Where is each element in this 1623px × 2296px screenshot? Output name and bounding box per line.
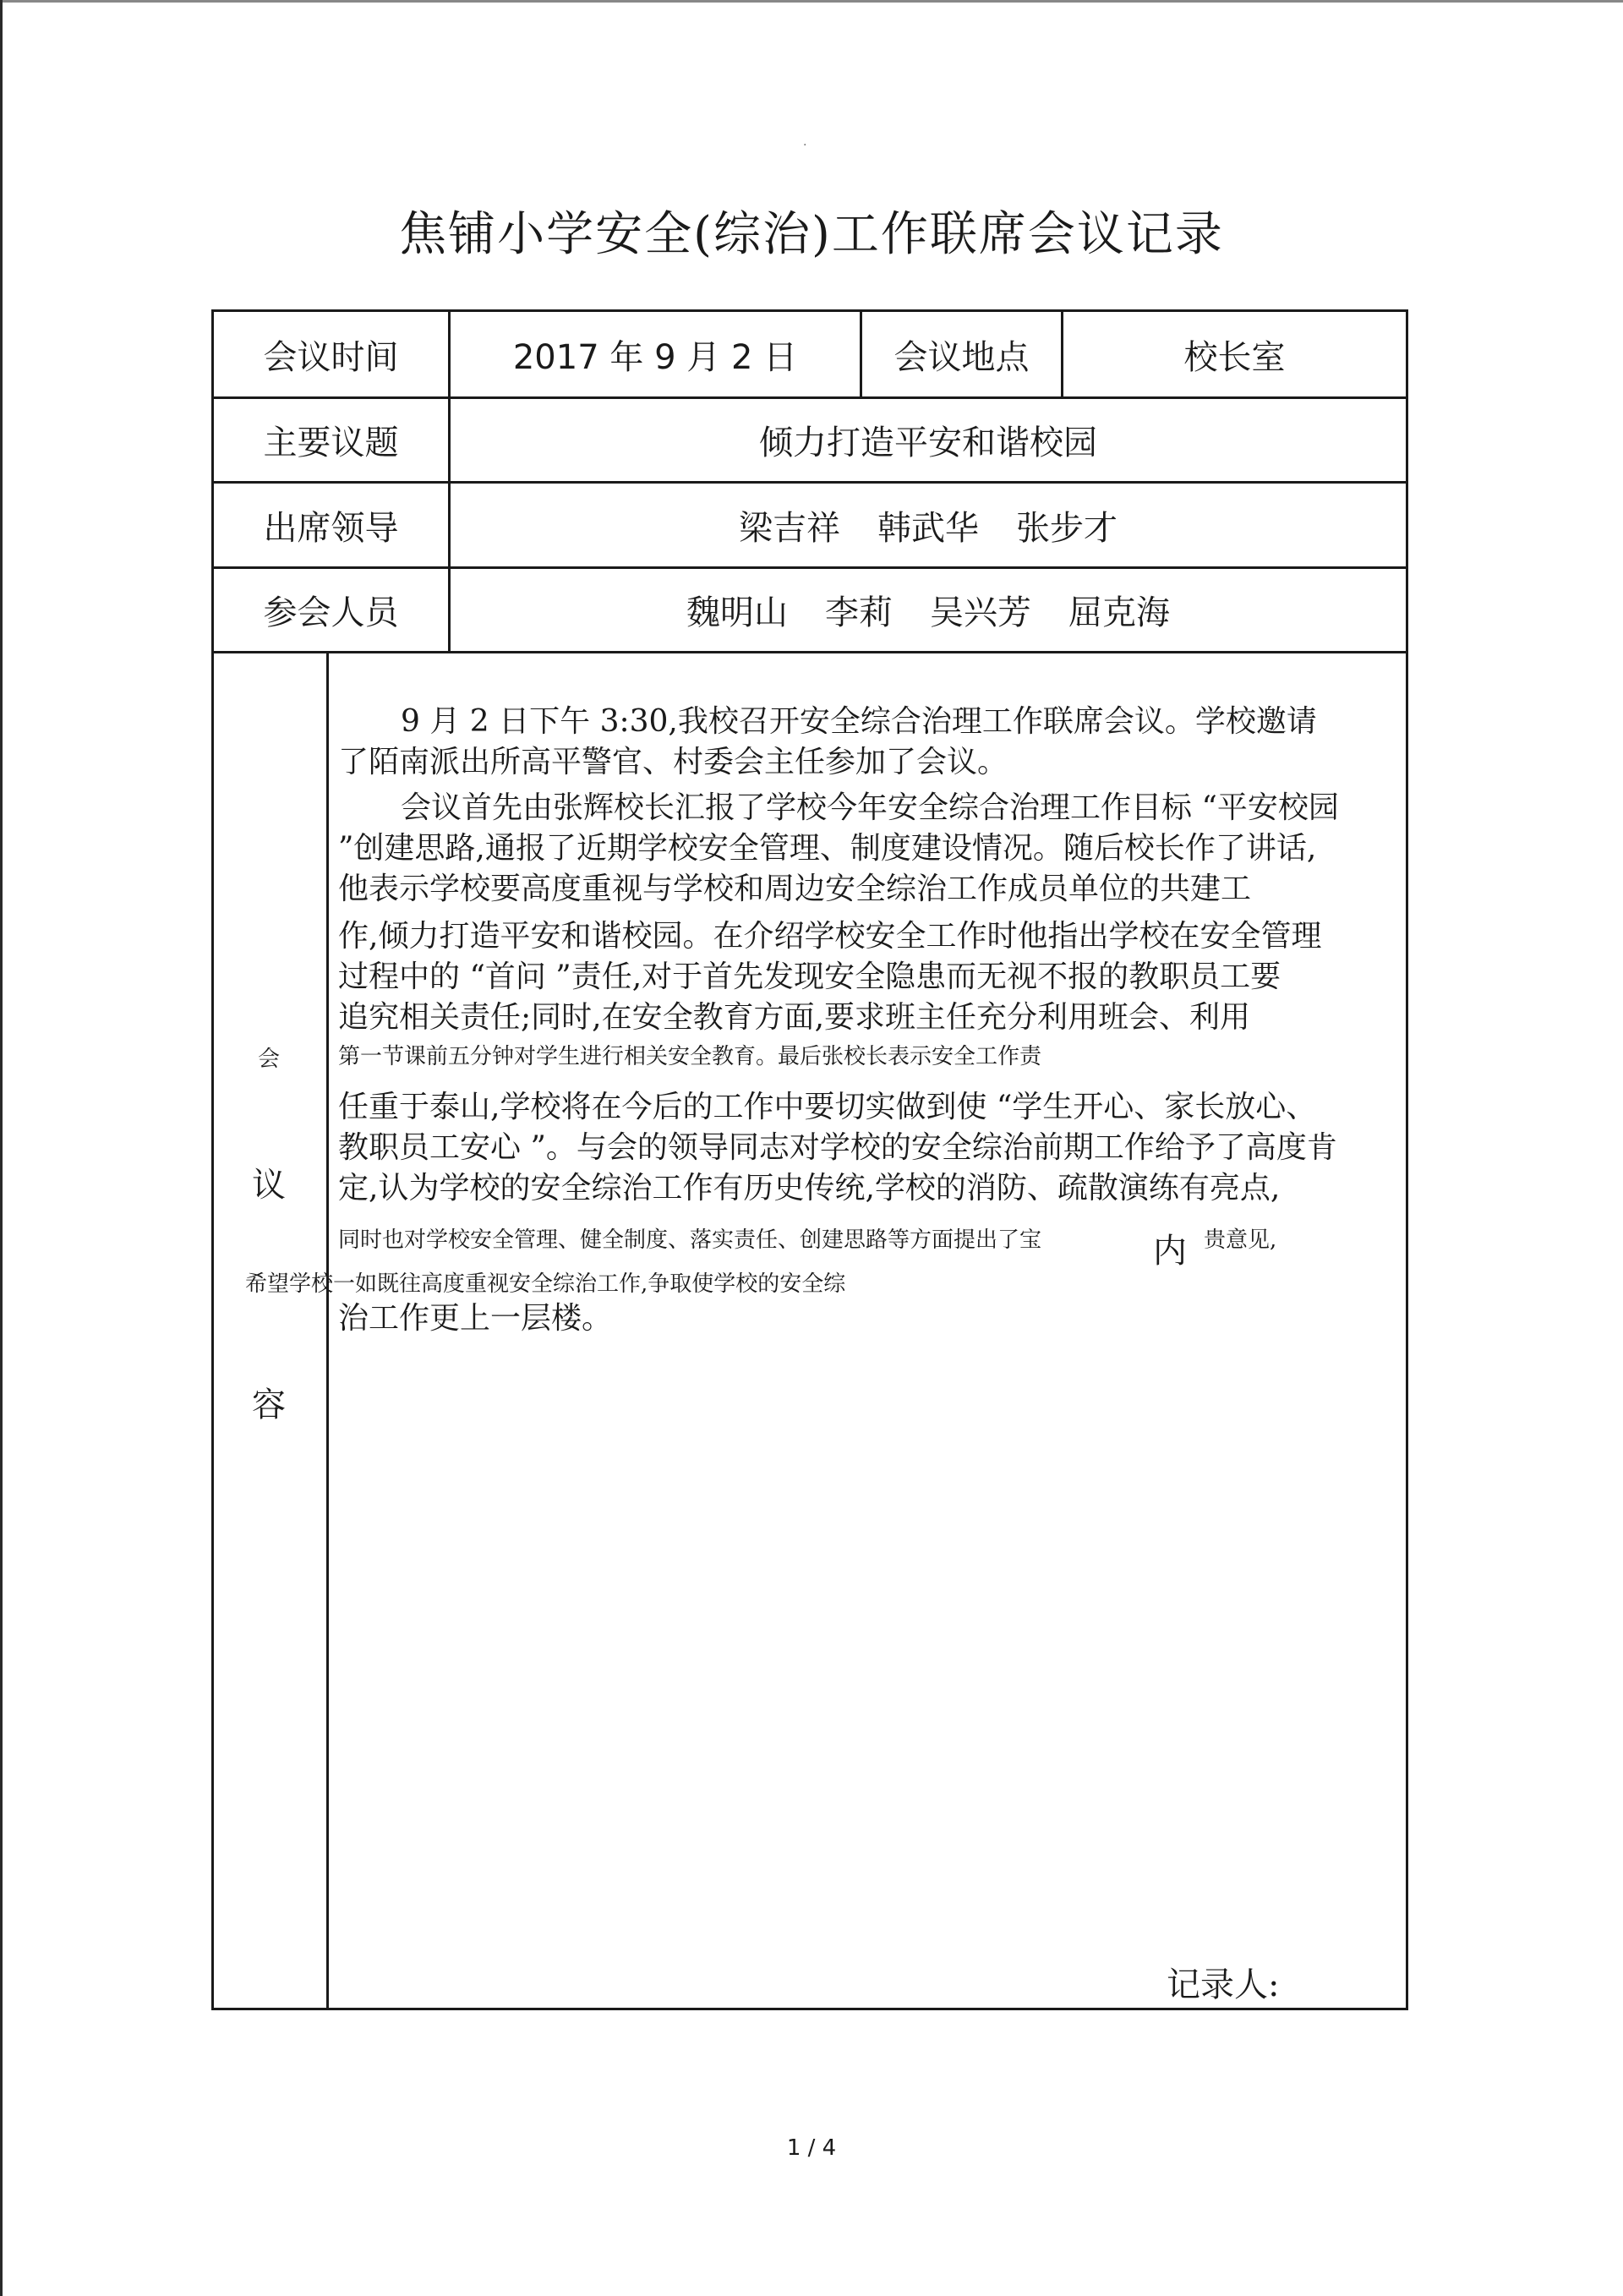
content-line: 希望学校一如既往高度重视安全综治工作,争取使学校的安全综 <box>245 1271 846 1297</box>
content-line: 他表示学校要高度重视与学校和周边安全综治工作成员单位的共建工 <box>338 872 1252 906</box>
content-line: 会议首先由张辉校长汇报了学校今年安全综合治理工作目标 “平安校园 <box>401 790 1339 825</box>
attendees-list <box>451 569 1406 651</box>
topic-value: 倾力打造平安和谐校园 <box>759 424 1097 462</box>
content-line: 治工作更上一层楼。 <box>338 1301 613 1336</box>
attendee-name: 魏明山 <box>686 593 788 632</box>
leaders-label: 出席领导 <box>263 508 399 548</box>
content-line: 贵意见, <box>1204 1227 1277 1253</box>
meeting-time-value: 2017 年 9 月 2 日 <box>512 337 798 377</box>
content-line: 任重于泰山,学校将在今后的工作中要切实做到使 “学生开心、家长放心、 <box>338 1090 1317 1124</box>
content-line: 了陌南派出所高平警官、村委会主任参加了会议。 <box>338 745 1008 779</box>
meeting-place-label: 会议地点 <box>893 337 1030 377</box>
attendees-label: 参会人员 <box>263 593 399 632</box>
meeting-time-label: 会议时间 <box>263 337 399 377</box>
leader-name: 梁吉祥 <box>739 508 840 548</box>
leaders-list <box>451 484 1406 566</box>
content-line: 9 月 2 日下午 3:30,我校召开安全综合治理工作联席会议。学校邀请 <box>401 704 1317 739</box>
content-line: 追究相关责任;同时,在安全教育方面,要求班主任充分利用班会、利用 <box>338 1000 1251 1035</box>
content-line: 第一节课前五分钟对学生进行相关安全教育。最后张校长表示安全工作责 <box>338 1044 1042 1069</box>
header-dot: . <box>803 135 807 149</box>
content-line: 教职员工安心 ”。与会的领导同志对学校的安全综治前期工作给予了高度肯 <box>338 1130 1337 1165</box>
page-left-edge <box>0 0 3 2296</box>
document-title: 焦铺小学安全(综治)工作联席会议记录 <box>399 207 1224 262</box>
recorder-label: 记录人: <box>1167 1965 1280 2004</box>
meeting-place-value: 校长室 <box>1183 337 1286 377</box>
leader-name: 韩武华 <box>877 508 979 548</box>
content-side-label-2: 议 <box>252 1166 286 1205</box>
content-side-label-1: 会 <box>257 1047 280 1072</box>
page-top-edge <box>0 0 1623 3</box>
content-side-label-3: 内 <box>1153 1232 1187 1271</box>
content-line: 作,倾力打造平安和谐校园。在介绍学校安全工作时他指出学校在安全管理 <box>338 919 1322 954</box>
content-line: ”创建思路,通报了近期学校安全管理、制度建设情况。随后校长作了讲话, <box>338 831 1317 866</box>
attendee-name: 李莉 <box>825 593 893 632</box>
attendee-name: 屈克海 <box>1068 593 1170 632</box>
content-line: 定,认为学校的安全综治工作有历史传统,学校的消防、疏散演练有亮点, <box>338 1171 1281 1205</box>
topic-label: 主要议题 <box>263 424 399 462</box>
page-number: 1 / 4 <box>786 2135 837 2161</box>
content-line: 同时也对学校安全管理、健全制度、落实责任、创建思路等方面提出了宝 <box>338 1227 1042 1253</box>
attendee-name: 吴兴芳 <box>930 593 1031 632</box>
content-line: 过程中的 “首问 ”责任,对于首先发现安全隐患而无视不报的教职员工要 <box>338 959 1281 994</box>
col-divider-content <box>326 651 329 2008</box>
content-side-label-4: 容 <box>252 1386 286 1424</box>
leader-name: 张步才 <box>1016 508 1118 548</box>
row-divider-4 <box>214 651 1406 653</box>
